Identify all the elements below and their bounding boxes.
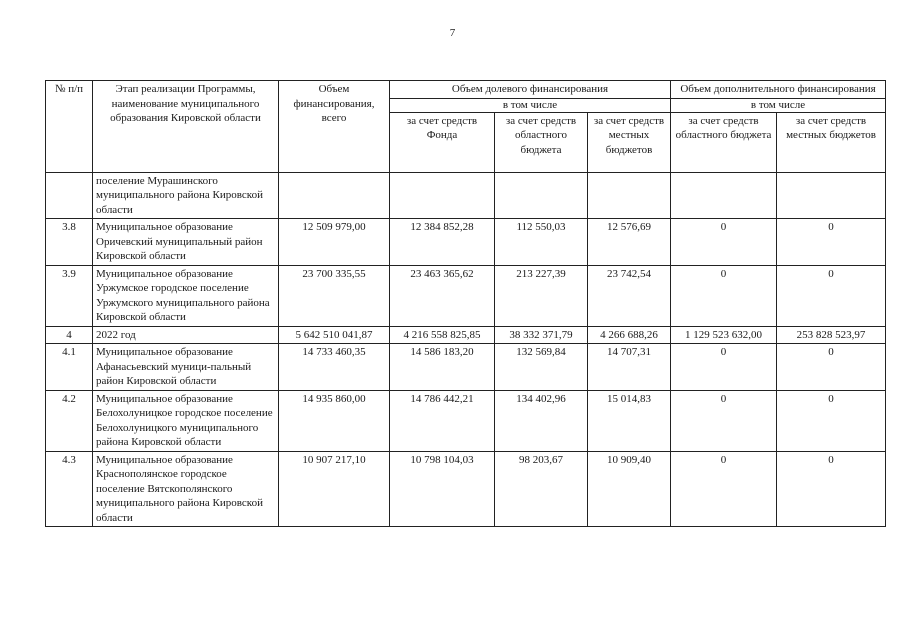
table-body [46,172,886,527]
group-additional-header: Объем дополнительного финансирования [671,81,886,99]
row-add-local: 0 [777,265,886,326]
table-row [46,326,886,344]
row-local: 14 707,31 [588,344,671,391]
row-add-local: 253 828 523,97 [777,326,886,344]
table-row [46,219,886,266]
row-regional: 132 569,84 [495,344,588,391]
row-local: 4 266 688,26 [588,326,671,344]
row-regional [495,172,588,219]
row-fund: 10 798 104,03 [390,451,495,527]
row-name: Муниципальное образование Белохолуницкое городское поселение Белохолуницкого муниципального района Кировской области [93,390,279,451]
row-total: 23 700 335,55 [279,265,390,326]
table-row [46,344,886,391]
row-add-regional: 1 129 523 632,00 [671,326,777,344]
row-total: 10 907 217,10 [279,451,390,527]
col-fund-header: за счет средств Фонда [390,112,495,172]
row-local: 15 014,83 [588,390,671,451]
table-row [46,451,886,527]
row-total: 12 509 979,00 [279,219,390,266]
row-number: 4.1 [46,344,93,391]
row-add-local: 0 [777,219,886,266]
row-add-local: 0 [777,344,886,391]
row-regional: 98 203,67 [495,451,588,527]
row-add-regional: 0 [671,344,777,391]
row-name: 2022 год [93,326,279,344]
row-name: поселение Мурашинского муниципального района Кировской области [93,172,279,219]
row-fund [390,172,495,219]
header-row-1 [46,81,886,99]
row-total: 5 642 510 041,87 [279,326,390,344]
row-add-regional: 0 [671,219,777,266]
row-name: Муниципальное образование Краснополянское городское поселение Вятскополянского муниципального района Кировской области [93,451,279,527]
col-no-header: № п/п [46,81,93,173]
row-fund: 14 586 183,20 [390,344,495,391]
table-row [46,265,886,326]
row-number: 3.8 [46,219,93,266]
row-add-local: 0 [777,390,886,451]
financing-table [45,80,886,527]
row-local: 12 576,69 [588,219,671,266]
row-regional: 38 332 371,79 [495,326,588,344]
row-fund: 4 216 558 825,85 [390,326,495,344]
row-number [46,172,93,219]
col-local-header: за счет средств местных бюджетов [588,112,671,172]
row-add-regional [671,172,777,219]
including-share-header: в том числе [390,98,671,112]
table-row [46,390,886,451]
row-total [279,172,390,219]
col-add-local-header: за счет средств местных бюджетов [777,112,886,172]
row-fund: 12 384 852,28 [390,219,495,266]
row-fund: 23 463 365,62 [390,265,495,326]
row-local: 10 909,40 [588,451,671,527]
row-add-regional: 0 [671,265,777,326]
row-number: 4.3 [46,451,93,527]
group-share-header: Объем долевого финансирования [390,81,671,99]
row-add-local [777,172,886,219]
page-number: 7 [449,27,456,39]
col-add-regional-header: за счет средств областного бюджета [671,112,777,172]
row-total: 14 733 460,35 [279,344,390,391]
col-regional-header: за счет средств областного бюджета [495,112,588,172]
row-total: 14 935 860,00 [279,390,390,451]
col-total-header: Объем финансирования, всего [279,81,390,173]
row-regional: 213 227,39 [495,265,588,326]
table-row [46,172,886,219]
row-regional: 112 550,03 [495,219,588,266]
row-number: 3.9 [46,265,93,326]
including-additional-header: в том числе [671,98,886,112]
row-regional: 134 402,96 [495,390,588,451]
row-add-regional: 0 [671,451,777,527]
row-local: 23 742,54 [588,265,671,326]
row-number: 4 [46,326,93,344]
col-stage-header: Этап реализации Программы, наименование муниципального образования Кировской области [93,81,279,173]
row-name: Муниципальное образование Уржумское городское поселение Уржумского муниципального района Кировской области [93,265,279,326]
row-name: Муниципальное образование Афанасьевский муници-пальный район Кировской области [93,344,279,391]
row-local [588,172,671,219]
row-fund: 14 786 442,21 [390,390,495,451]
row-add-local: 0 [777,451,886,527]
row-name: Муниципальное образование Оричевский муниципальный район Кировской области [93,219,279,266]
row-number: 4.2 [46,390,93,451]
row-add-regional: 0 [671,390,777,451]
